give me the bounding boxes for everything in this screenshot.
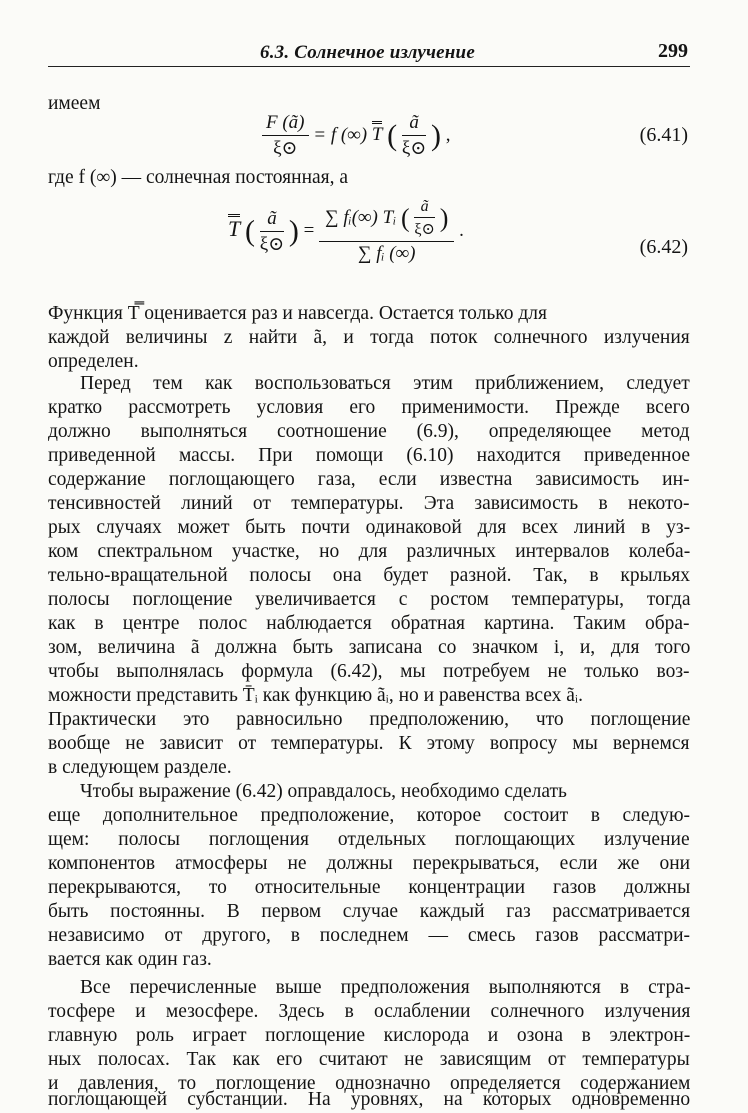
eq641-inner-denominator: ξ⊙ bbox=[401, 138, 427, 159]
intro-word: имеем bbox=[48, 93, 101, 114]
eq642-tail: . bbox=[459, 219, 464, 241]
paragraph-2-line-14: можности представить T̄ᵢ как функцию ãᵢ, но и равенства всех ãᵢ. bbox=[48, 685, 583, 706]
eq642-num-inner-denominator: ξ⊙ bbox=[414, 221, 435, 238]
equation-6-41 bbox=[262, 112, 451, 160]
eq642-numerator-sum: ∑ fᵢ(∞) Tᵢ bbox=[325, 206, 397, 228]
eq642-main-denominator: ∑ fᵢ (∞) bbox=[357, 243, 416, 264]
paragraph-4-line-4: ных полосах. Так как его считают не зависящим от температуры bbox=[48, 1049, 690, 1070]
eq642-num-inner-fraction bbox=[414, 198, 435, 239]
paragraph-4-line-5: и давления, то поглощение однозначно определяется содержанием bbox=[48, 1073, 691, 1094]
eq642-equals: = bbox=[303, 219, 315, 241]
paragraph-2-line-12: зом, величина ã должна быть записана со значком i, и, для того bbox=[48, 637, 691, 658]
paragraph-2-line-4: приведенной массы. При помощи (6.10) находится приведенное bbox=[48, 445, 691, 466]
paragraph-4-line-1: Все перечисленные выше предположения выполняются в стра- bbox=[80, 977, 691, 998]
paragraph-2-line-6: тенсивностей линий от температуры. Эта зависимость в некото- bbox=[48, 493, 690, 514]
paragraph-3-line-6: быть постоянны. В первом случае каждый газ рассматривается bbox=[48, 901, 691, 922]
eq642-lhs-T: T bbox=[228, 215, 241, 241]
paragraph-4-line-3: главную роль играет поглощение кислорода и озона в электрон- bbox=[48, 1025, 691, 1046]
eq642-right-paren: ) bbox=[288, 214, 299, 248]
eq641-inner-numerator: ã bbox=[402, 112, 426, 136]
eq642-num-right-paren: ) bbox=[439, 203, 449, 233]
eq642-main-numerator bbox=[319, 198, 454, 242]
paragraph-2-line-3: должно выполняться соотношение (6.9), определяющее метод bbox=[48, 421, 690, 442]
paragraph-2-line-15: Практически это равносильно предположению, что поглощение bbox=[48, 709, 691, 730]
eq641-left-paren: ( bbox=[387, 119, 398, 152]
eq642-lhs-fraction bbox=[260, 208, 284, 256]
paragraph-2-line-7: рых случаях может быть почти одинаковой для всех линий в уз- bbox=[48, 517, 691, 538]
eq641-inner-fraction bbox=[402, 112, 426, 160]
paragraph-3-line-4: компонентов атмосферы не должны перекрываться, если же они bbox=[48, 853, 691, 874]
paragraph-3-line-3: щем: полосы поглощения отдельных поглощающих излучение bbox=[48, 829, 690, 850]
paragraph-2-line-5: содержание поглощающего газа, если известна зависимость ин- bbox=[48, 469, 690, 490]
paragraph-2-line-13: чтобы выполнялась формула (6.42), мы потребуем не только воз- bbox=[48, 661, 690, 682]
paragraph-2-line-8: ком спектральном участке, но для различных интервалов колеба- bbox=[48, 541, 691, 562]
paragraph-2-line-10: полосы поглощение увеличивается с ростом температуры, тогда bbox=[48, 589, 691, 610]
paragraph-3-line-1: Чтобы выражение (6.42) оправдалось, необходимо сделать bbox=[80, 781, 567, 802]
line-after-6-41: где f (∞) — солнечная постоянная, а bbox=[48, 167, 349, 188]
eq641-right-paren: ) bbox=[431, 119, 442, 152]
paragraph-1-line-2: каждой величины z найти ã, и тогда поток солнечного излучения bbox=[48, 327, 690, 348]
eq641-lhs-denominator: ξ⊙ bbox=[273, 138, 298, 159]
page-number: 299 bbox=[658, 40, 688, 62]
paragraph-2-line-17: в следующем разделе. bbox=[48, 757, 232, 778]
running-head: 6.3. Солнечное излучение bbox=[260, 42, 475, 63]
paragraph-3-line-2: еще дополнительное предположение, которое состоит в следую- bbox=[48, 805, 691, 826]
paragraph-1-line-3: определен. bbox=[48, 351, 139, 372]
paragraph-2-line-11: как в центре полос наблюдается обратная картина. Таким обра- bbox=[48, 613, 690, 634]
eq642-left-paren: ( bbox=[245, 214, 255, 248]
eq641-equals: = f (∞) bbox=[313, 124, 368, 146]
eq642-lhs-denominator: ξ⊙ bbox=[259, 233, 285, 255]
eq642-main-fraction bbox=[319, 198, 454, 265]
paragraph-3-line-7: независимо от другого, в последнем — смесь газов рассматри- bbox=[48, 925, 690, 946]
eq642-num-left-paren: ( bbox=[400, 203, 410, 233]
page-header bbox=[48, 38, 690, 67]
paragraph-4-line-2: тосфере и мезосфере. Здесь в ослаблении солнечного излучения bbox=[48, 1001, 691, 1022]
eq641-lhs-fraction bbox=[262, 112, 309, 160]
paragraph-2-line-1: Перед тем как воспользоваться этим приближением, следует bbox=[80, 373, 690, 394]
equation-number-6-42: (6.42) bbox=[639, 236, 688, 258]
eq641-T: T bbox=[372, 121, 383, 144]
eq642-num-inner-numerator: ã bbox=[414, 198, 435, 218]
paragraph-2-line-9: тельно-вращательной полосы она будет разной. Так, в крыльях bbox=[48, 565, 691, 586]
paragraph-3-line-5: перекрываются, то относительные концентрации газов должны bbox=[48, 877, 691, 898]
paragraph-3-line-8: вается как один газ. bbox=[48, 949, 212, 970]
paragraph-2-line-2: кратко рассмотреть условия его применимости. Прежде всего bbox=[48, 397, 690, 418]
eq641-lhs-numerator: F (ã) bbox=[262, 112, 309, 136]
eq641-tail: , bbox=[445, 124, 451, 146]
equation-6-42 bbox=[228, 198, 464, 265]
eq642-lhs-numerator: ã bbox=[260, 208, 284, 232]
paragraph-1-line-1: Функция T̿ оценивается раз и навсегда. Остается только для bbox=[48, 303, 548, 324]
equation-number-6-41: (6.41) bbox=[639, 124, 688, 146]
paragraph-2-line-16: вообще не зависит от температуры. К этому вопросу мы вернемся bbox=[48, 733, 690, 754]
paragraph-4-line-6: поглощающей субстанции. На уровнях, на которых одновременно bbox=[48, 1089, 691, 1110]
